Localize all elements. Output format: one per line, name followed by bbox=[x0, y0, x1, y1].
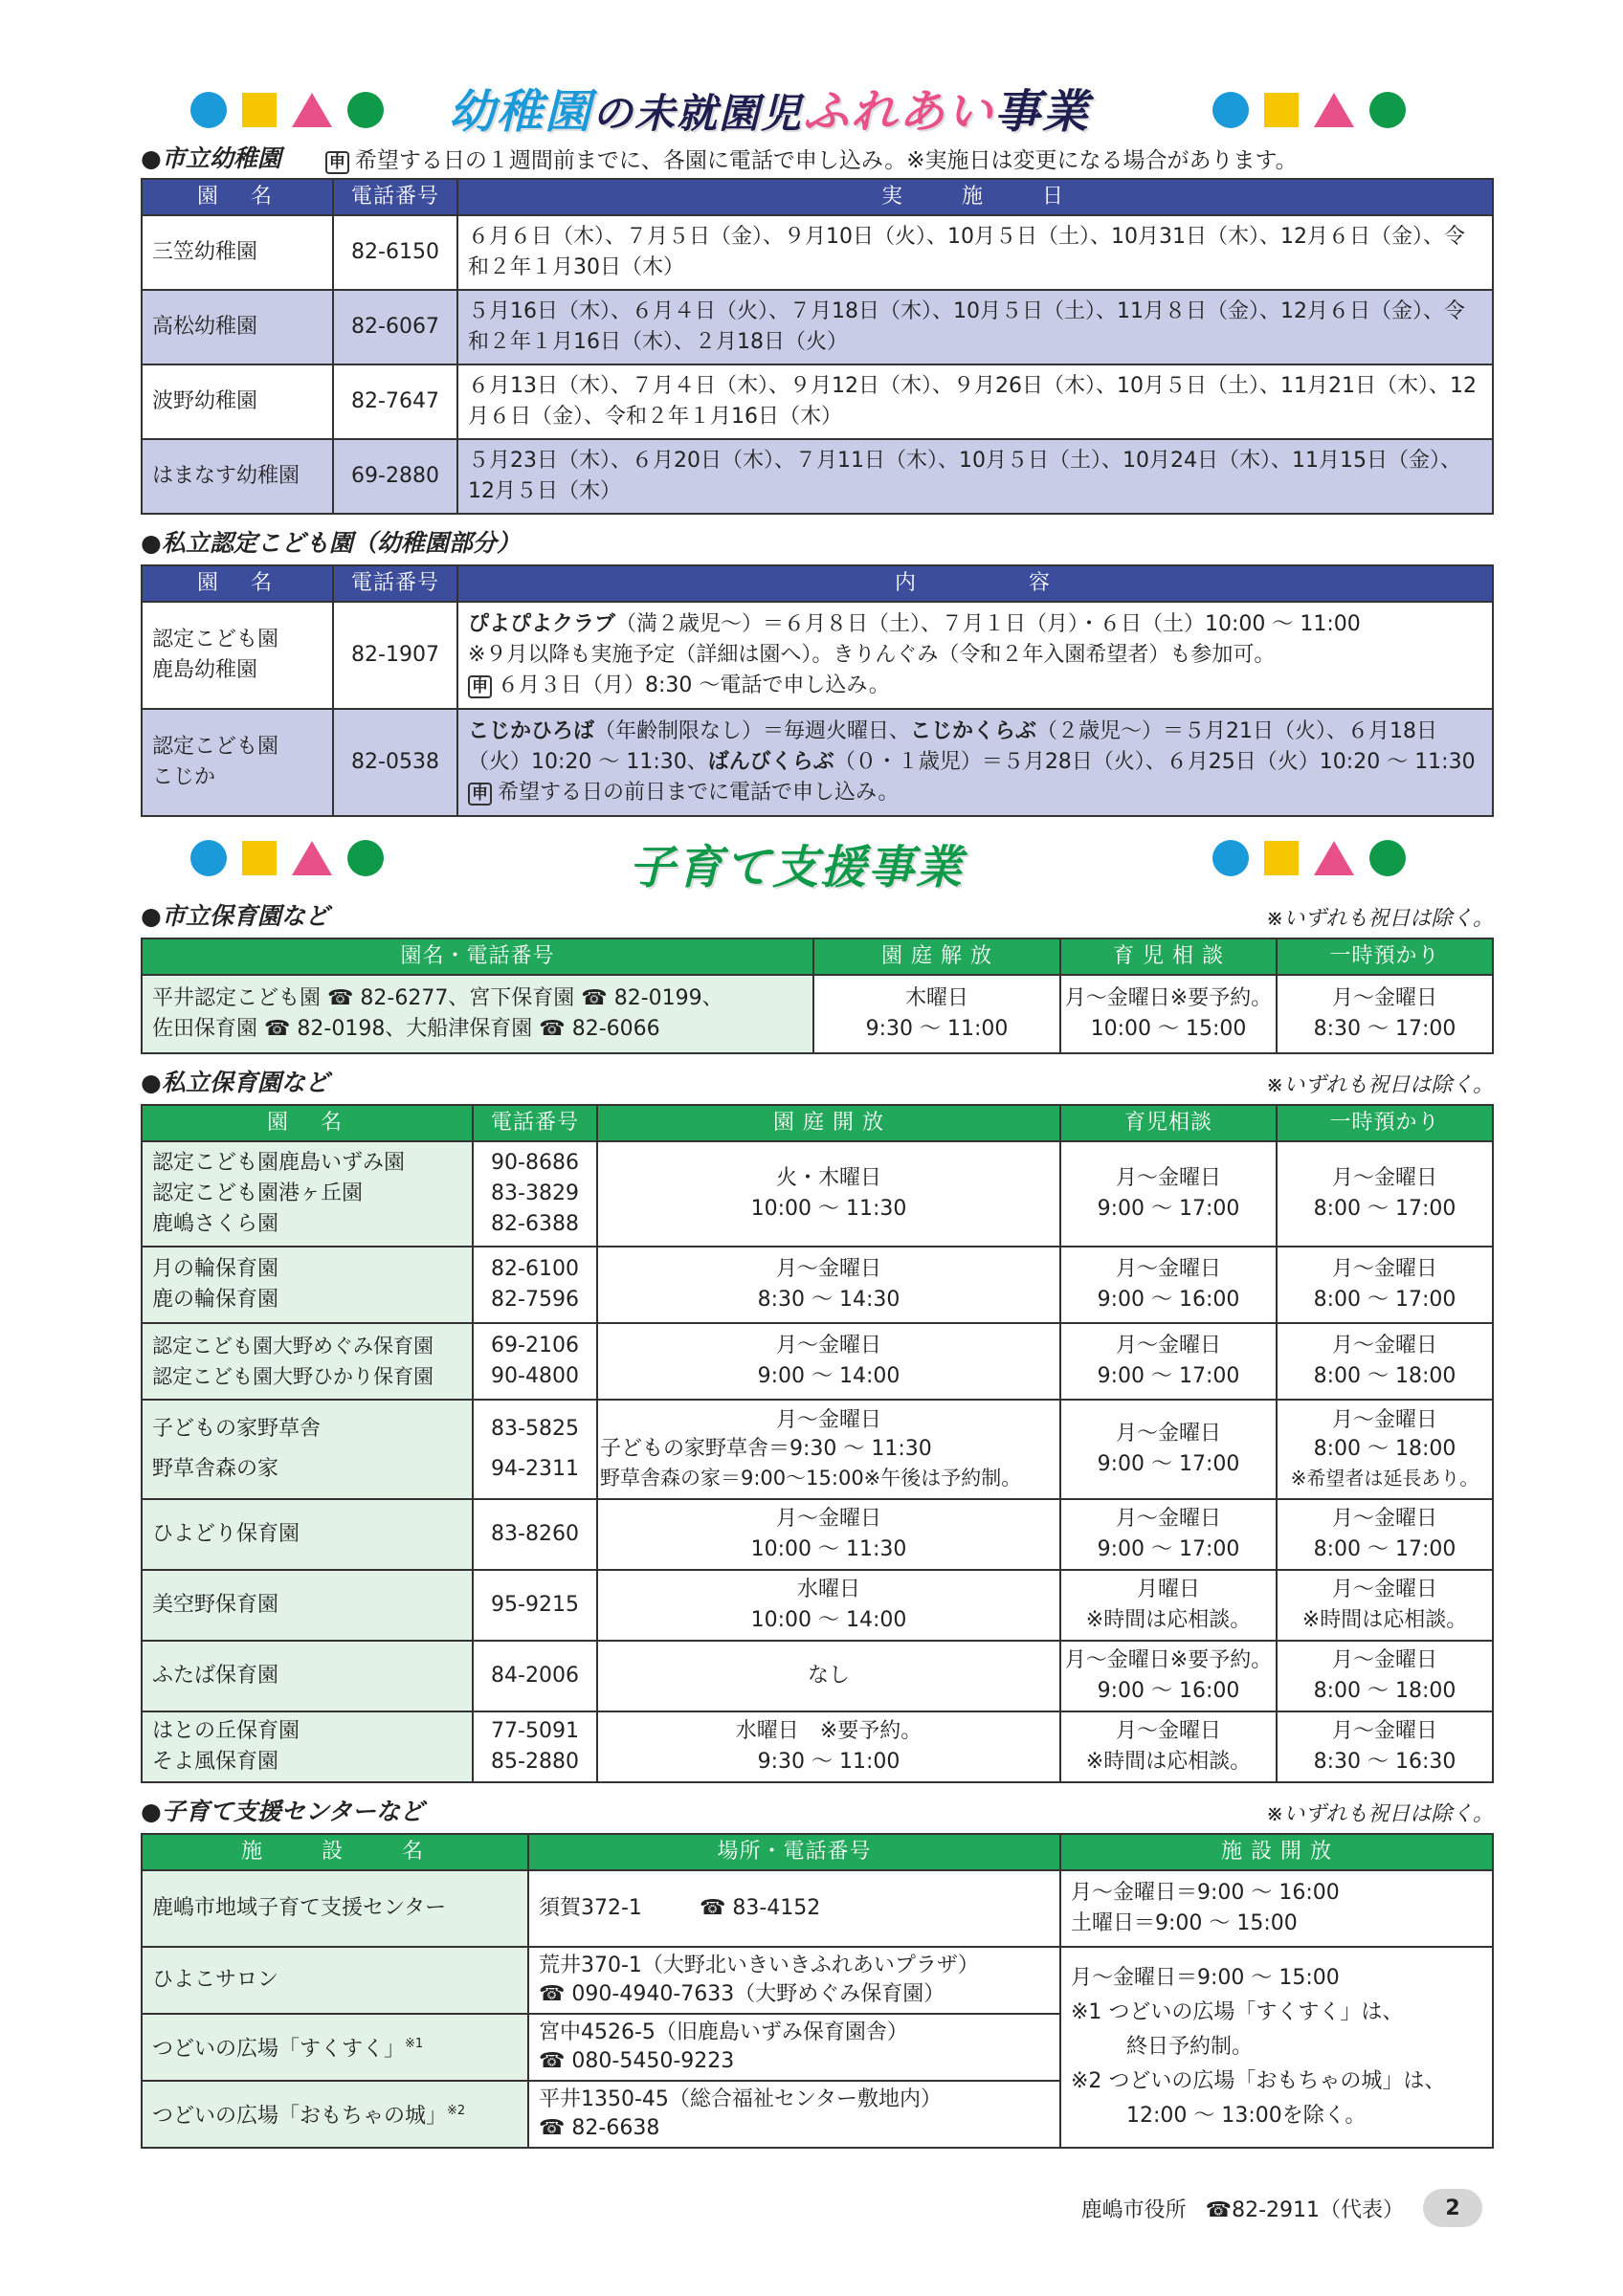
program-note: ※９月以降も実施予定（詳細は園へ）。きりんぐみ（令和２年入園希望者）も参加可。 bbox=[468, 643, 1276, 667]
table-row bbox=[142, 439, 1493, 514]
cell-line: 月曜日 bbox=[1136, 1578, 1200, 1601]
name-line: 月の輪保育園 bbox=[152, 1257, 279, 1281]
facility-place: 荒井370-1（大野北いきいきふれあいプラザ） bbox=[539, 1954, 979, 1977]
facility-name-text: つどいの広場「すくすく」 bbox=[152, 2037, 406, 2062]
temp-cell bbox=[1277, 1323, 1493, 1400]
circle-icon bbox=[1212, 840, 1249, 876]
title-part-kindergarten: 幼稚園 bbox=[449, 85, 593, 139]
cell-line: 月～金曜日＝9:00 ～ 16:00 bbox=[1071, 1881, 1340, 1905]
city-kindergarten-table bbox=[141, 178, 1494, 515]
cell-line: 8:00 ～ 17:00 bbox=[1313, 1197, 1456, 1221]
tel-line: 90-4800 bbox=[491, 1364, 579, 1388]
kindergarten-dates: ５月16日（木）、６月４日（火）、７月18日（木）、10月５日（土）、11月８日（金）、12月６日（金）、令和２年１月16日（木）、２月18日（火） bbox=[457, 290, 1493, 364]
tel-line: 85-2880 bbox=[491, 1750, 579, 1774]
tel-line: 82-6388 bbox=[491, 1212, 579, 1236]
cell-line: ※時間は応相談。 bbox=[1085, 1608, 1252, 1632]
kindergarten-name bbox=[142, 602, 333, 709]
name-line: はとの丘保育園 bbox=[152, 1719, 300, 1743]
garden-cell bbox=[597, 1323, 1060, 1400]
table-header-row bbox=[142, 938, 1493, 975]
cell-line: 月～金曜日 bbox=[1115, 1719, 1221, 1743]
cell-line: 月～金曜日 bbox=[1331, 1257, 1437, 1281]
kindergarten-content bbox=[457, 602, 1493, 709]
private-kindergarten-table bbox=[141, 564, 1494, 817]
temp-cell bbox=[1277, 1711, 1493, 1782]
table-row bbox=[142, 975, 1493, 1053]
header-content: 内 容 bbox=[457, 565, 1493, 602]
cell-line: 水曜日 bbox=[796, 1578, 860, 1601]
temp-cell bbox=[1277, 1570, 1493, 1641]
cell-line: 8:00 ～ 17:00 bbox=[1313, 1537, 1456, 1561]
section-label: ●私立認定こども園（幼稚園部分） bbox=[141, 529, 521, 557]
section-support-center bbox=[141, 1795, 1494, 1827]
circle-icon bbox=[347, 840, 384, 876]
table-row bbox=[142, 1247, 1493, 1323]
nursery-tels bbox=[473, 1141, 597, 1247]
tel-line: 69-2106 bbox=[491, 1334, 579, 1358]
program-name: こじかひろば bbox=[468, 719, 595, 743]
facility-place-tel bbox=[528, 1870, 1060, 1947]
header-place-tel: 場所・電話番号 bbox=[528, 1834, 1060, 1870]
kindergarten-tel: 82-6067 bbox=[333, 290, 457, 364]
note-text: 希望する日の１週間前までに、各園に電話で申し込み。※実施日は変更になる場合があります。 bbox=[354, 148, 1298, 173]
name-line: こじか bbox=[152, 765, 216, 789]
consult-cell bbox=[1060, 1247, 1277, 1323]
cell-line: 月～金曜日 bbox=[775, 1507, 881, 1531]
section-label: ●私立保育園など bbox=[141, 1069, 329, 1096]
table-row bbox=[142, 1400, 1493, 1499]
holiday-note: ※いずれも祝日は除く。 bbox=[1266, 1073, 1494, 1097]
nursery-tels: 95-9215 bbox=[473, 1570, 597, 1641]
cell-line: 月～金曜日 bbox=[775, 1257, 881, 1281]
garden-cell bbox=[597, 1570, 1060, 1641]
header-facility: 施 設 名 bbox=[142, 1834, 528, 1870]
facility-place-tel bbox=[528, 1947, 1060, 2014]
section-label: ●市立幼稚園 bbox=[141, 144, 281, 172]
cell-line: 9:00 ～ 17:00 bbox=[1097, 1452, 1240, 1476]
kindergarten-name: 三笠幼稚園 bbox=[142, 215, 333, 290]
cell-line: 9:00 ～ 17:00 bbox=[1097, 1537, 1240, 1561]
nursery-tels bbox=[473, 1247, 597, 1323]
name-line: そよ風保育園 bbox=[152, 1750, 279, 1774]
tel-line: 82-7596 bbox=[491, 1288, 579, 1312]
header-tel: 電話番号 bbox=[333, 565, 457, 602]
cell-line: 月～金曜日 bbox=[1331, 1408, 1437, 1432]
consult-cell bbox=[1060, 1641, 1277, 1711]
kindergarten-dates: ６月６日（木）、７月５日（金）、９月10日（火）、10月５日（土）、10月31日（木）、12月６日（金）、令和２年１月30日（木） bbox=[457, 215, 1493, 290]
triangle-icon bbox=[1314, 841, 1354, 875]
cell-line: 9:30 ～ 11:00 bbox=[865, 1017, 1009, 1041]
application-icon: 申 bbox=[468, 675, 492, 698]
facility-place-tel bbox=[528, 2014, 1060, 2081]
square-icon bbox=[1264, 93, 1299, 127]
cell-line: 月～金曜日 bbox=[1331, 1578, 1437, 1601]
decor-shapes-right bbox=[1212, 840, 1406, 876]
tel-line: 83-5825 bbox=[491, 1417, 579, 1441]
temp-cell bbox=[1277, 975, 1493, 1053]
kindergarten-name: 波野幼稚園 bbox=[142, 364, 333, 439]
cell-line: 8:30 ～ 16:30 bbox=[1313, 1750, 1456, 1774]
cell-line: 9:30 ～ 11:00 bbox=[757, 1750, 900, 1774]
table-row bbox=[142, 1323, 1493, 1400]
nursery-names: ふたば保育園 bbox=[142, 1641, 473, 1711]
name-line: 鹿の輪保育園 bbox=[152, 1288, 279, 1312]
cell-line: 野草舎森の家＝9:00～15:00※午後は予約制。 bbox=[600, 1467, 1022, 1490]
program-detail: （２歳児～）＝５月21日（火）、６月18日（火）10:20 ～ 11:30、 bbox=[468, 719, 1438, 774]
cell-line: 8:00 ～ 18:00 bbox=[1313, 1679, 1456, 1703]
cell-line: 8:30 ～ 14:30 bbox=[757, 1288, 900, 1312]
cell-line: 子どもの家野草舎＝9:30 ～ 11:30 bbox=[600, 1437, 932, 1461]
kindergarten-tel: 82-1907 bbox=[333, 602, 457, 709]
city-nursery-table bbox=[141, 938, 1494, 1054]
cell-line: 10:00 ～ 11:30 bbox=[750, 1197, 907, 1221]
circle-icon bbox=[1369, 92, 1406, 128]
name-line: 鹿島幼稚園 bbox=[152, 658, 258, 682]
circle-icon bbox=[190, 840, 227, 876]
cell-line: 月～金曜日 bbox=[1331, 1507, 1437, 1531]
cell-line: 終日予約制。 bbox=[1126, 2035, 1254, 2059]
facility-name: 鹿嶋市地域子育て支援センター bbox=[142, 1870, 528, 1947]
facility-place: 宮中4526-5（旧鹿島いずみ保育園舎） bbox=[539, 2020, 908, 2044]
nursery-names bbox=[142, 1141, 473, 1247]
cell-line: 9:00 ～ 17:00 bbox=[1097, 1197, 1240, 1221]
name-line: 認定こども園大野めぐみ保育園 bbox=[152, 1335, 434, 1358]
nursery-tels: 83-8260 bbox=[473, 1499, 597, 1570]
consult-cell bbox=[1060, 1499, 1277, 1570]
application-text: ６月３日（月）8:30 ～電話で申し込み。 bbox=[498, 673, 890, 697]
cell-line: 月～金曜日 bbox=[1331, 1334, 1437, 1358]
kindergarten-name bbox=[142, 709, 333, 816]
cell-line: 火・木曜日 bbox=[775, 1166, 881, 1190]
application-text: 希望する日の前日までに電話で申し込み。 bbox=[498, 781, 900, 805]
table-row bbox=[142, 1570, 1493, 1641]
circle-icon bbox=[1369, 840, 1406, 876]
holiday-note: ※いずれも祝日は除く。 bbox=[1266, 1802, 1494, 1826]
table-header-row bbox=[142, 1834, 1493, 1870]
header-consult: 育児相談 bbox=[1060, 1105, 1277, 1141]
kindergarten-tel: 82-6150 bbox=[333, 215, 457, 290]
table-row bbox=[142, 1711, 1493, 1782]
kindergarten-name: 高松幼稚園 bbox=[142, 290, 333, 364]
nursery-names bbox=[142, 1711, 473, 1782]
cell-line: 9:00 ～ 16:00 bbox=[1097, 1679, 1240, 1703]
temp-cell bbox=[1277, 1400, 1493, 1499]
footer-office: 鹿嶋市役所 bbox=[1080, 2197, 1187, 2222]
nursery-tels: 84-2006 bbox=[473, 1641, 597, 1711]
program-detail: （満２歳児～）＝６月８日（土）、７月１日（月）・６日（土）10:00 ～ 11:00 bbox=[615, 612, 1361, 636]
header-tel: 電話番号 bbox=[473, 1105, 597, 1141]
cell-line: 10:00 ～ 15:00 bbox=[1090, 1017, 1247, 1041]
cell-line: 9:00 ～ 17:00 bbox=[1097, 1364, 1240, 1388]
cell-line: 月～金曜日 bbox=[1115, 1166, 1221, 1190]
header-name-tel: 園名・電話番号 bbox=[142, 938, 813, 975]
tel-line: 94-2311 bbox=[491, 1457, 579, 1481]
cell-line: 8:00 ～ 17:00 bbox=[1313, 1288, 1456, 1312]
kindergarten-dates: ５月23日（木）、６月20日（木）、７月11日（木）、10月５日（土）、10月24日（木）、11月15日（金）、12月５日（木） bbox=[457, 439, 1493, 514]
triangle-icon bbox=[292, 93, 332, 127]
table-row bbox=[142, 709, 1493, 816]
footnote-mark: ※2 bbox=[447, 2104, 466, 2119]
header-name: 園 名 bbox=[142, 565, 333, 602]
cell-line: 9:00 ～ 14:00 bbox=[757, 1364, 900, 1388]
cell-line: 月～金曜日 bbox=[775, 1334, 881, 1358]
page-title bbox=[449, 75, 1090, 141]
nursery-tels bbox=[473, 1711, 597, 1782]
consult-cell bbox=[1060, 1711, 1277, 1782]
kindergarten-tel: 69-2880 bbox=[333, 439, 457, 514]
facility-open-shared bbox=[1060, 1947, 1493, 2148]
facility-name bbox=[142, 2014, 528, 2081]
footer bbox=[1081, 2189, 1482, 2227]
decor-shapes-right bbox=[1212, 92, 1406, 128]
cell-line: 月～金曜日 bbox=[1331, 1166, 1437, 1190]
cell-line: 月～金曜日 bbox=[1115, 1422, 1221, 1446]
facility-tel: ☎ 83-4152 bbox=[699, 1896, 821, 1920]
temp-cell bbox=[1277, 1141, 1493, 1247]
table-row bbox=[142, 290, 1493, 364]
section-private-kindergarten bbox=[141, 526, 1494, 559]
cell-line: ※1 つどいの広場「すくすく」は、 bbox=[1071, 2000, 1404, 2024]
facility-name bbox=[142, 2081, 528, 2148]
cell-line: 9:00 ～ 16:00 bbox=[1097, 1288, 1240, 1312]
cell-line: 月～金曜日 bbox=[1331, 1648, 1437, 1672]
section-title: 子育て支援事業 bbox=[629, 841, 965, 894]
facility-name-text: つどいの広場「おもちゃの城」 bbox=[152, 2104, 448, 2129]
page bbox=[141, 0, 1494, 2149]
square-icon bbox=[1264, 841, 1299, 875]
facility-place: 平井1350-45（総合福祉センター敷地内） bbox=[539, 2087, 943, 2111]
tel-line: 77-5091 bbox=[491, 1719, 579, 1743]
application-icon: 申 bbox=[468, 783, 492, 806]
tel-line: 82-6100 bbox=[491, 1257, 579, 1281]
table-header-row bbox=[142, 1105, 1493, 1141]
header-dates: 実 施 日 bbox=[457, 179, 1493, 215]
temp-cell bbox=[1277, 1499, 1493, 1570]
nursery-names bbox=[142, 975, 813, 1053]
kindergarten-name: はまなす幼稚園 bbox=[142, 439, 333, 514]
facility-place-tel bbox=[528, 2081, 1060, 2148]
holiday-note: ※いずれも祝日は除く。 bbox=[1266, 907, 1494, 931]
section-label: ●市立保育園など bbox=[141, 902, 329, 930]
facility-open bbox=[1060, 1870, 1493, 1947]
garden-cell bbox=[597, 1247, 1060, 1323]
cell-line: 月～金曜日 bbox=[1115, 1257, 1221, 1281]
cell-line: 8:30 ～ 17:00 bbox=[1313, 1017, 1456, 1041]
square-icon bbox=[242, 841, 277, 875]
name-line: 認定こども園鹿島いずみ園 bbox=[152, 1151, 406, 1175]
kindergarten-content bbox=[457, 709, 1493, 816]
private-nursery-table bbox=[141, 1104, 1494, 1783]
cell-line: 月～金曜日 bbox=[1331, 986, 1437, 1010]
triangle-icon bbox=[1314, 93, 1354, 127]
title-part-fureai: ふれあい bbox=[803, 85, 995, 139]
name-line: 佐田保育園 ☎ 82-0198、大船津保育園 ☎ 82-6066 bbox=[152, 1017, 660, 1041]
kindergarten-dates: ６月13日（木）、７月４日（木）、９月12日（木）、９月26日（木）、10月５日（土）、11月21日（木）、12月６日（金）、令和２年１月16日（木） bbox=[457, 364, 1493, 439]
nursery-names: 美空野保育園 bbox=[142, 1570, 473, 1641]
program-detail: （年齢制限なし）＝毎週火曜日、 bbox=[594, 719, 911, 743]
nursery-names bbox=[142, 1247, 473, 1323]
section-city-kindergarten bbox=[141, 142, 1494, 174]
nursery-tels bbox=[473, 1400, 597, 1499]
name-line: 認定こども園港ヶ丘園 bbox=[152, 1181, 364, 1205]
name-line: 認定こども園 bbox=[152, 628, 279, 651]
support-center-table bbox=[141, 1833, 1494, 2149]
facility-place: 須賀372-1 bbox=[539, 1896, 642, 1920]
footnote-mark: ※1 bbox=[405, 2037, 424, 2052]
temp-cell bbox=[1277, 1641, 1493, 1711]
triangle-icon bbox=[292, 841, 332, 875]
facility-tel: ☎ 080-5450-9223 bbox=[539, 2049, 735, 2073]
name-line: 子どもの家野草舎 bbox=[152, 1417, 322, 1441]
heading-banner-2 bbox=[141, 817, 1494, 899]
facility-tel: ☎ 090-4940-7633（大野めぐみ保育園） bbox=[539, 1982, 945, 2006]
facility-tel: ☎ 82-6638 bbox=[539, 2116, 660, 2140]
cell-line: 月～金曜日 bbox=[775, 1408, 881, 1432]
circle-icon bbox=[347, 92, 384, 128]
cell-line: ※時間は応相談。 bbox=[1301, 1608, 1468, 1632]
garden-cell bbox=[813, 975, 1060, 1053]
kindergarten-tel: 82-0538 bbox=[333, 709, 457, 816]
cell-line: 月～金曜日※要予約。 bbox=[1064, 986, 1273, 1010]
footer-tel: ☎82-2911（代表） bbox=[1205, 2197, 1404, 2222]
consult-cell bbox=[1060, 1141, 1277, 1247]
header-name: 園 名 bbox=[142, 1105, 473, 1141]
cell-line: ※希望者は延長あり。 bbox=[1290, 1467, 1479, 1490]
name-line: 認定こども園 bbox=[152, 735, 279, 759]
square-icon bbox=[242, 93, 277, 127]
consult-cell bbox=[1060, 1323, 1277, 1400]
application-note bbox=[325, 143, 1298, 174]
table-row bbox=[142, 1141, 1493, 1247]
consult-cell bbox=[1060, 1400, 1277, 1499]
facility-name: ひよこサロン bbox=[142, 1947, 528, 2014]
program-name: こじかくらぶ bbox=[910, 719, 1037, 743]
header-open: 施 設 開 放 bbox=[1060, 1834, 1493, 1870]
name-line: 鹿嶋さくら園 bbox=[152, 1212, 279, 1236]
table-row bbox=[142, 1499, 1493, 1570]
header-temp: 一時預かり bbox=[1277, 938, 1493, 975]
circle-icon bbox=[190, 92, 227, 128]
program-name: ばんびくらぶ bbox=[707, 750, 834, 774]
heading-banner-1 bbox=[141, 0, 1494, 142]
garden-cell bbox=[597, 1400, 1060, 1499]
table-header-row bbox=[142, 179, 1493, 215]
table-row bbox=[142, 1870, 1493, 1947]
table-row bbox=[142, 1947, 1493, 2014]
temp-cell bbox=[1277, 1247, 1493, 1323]
table-row bbox=[142, 1641, 1493, 1711]
consult-cell bbox=[1060, 1570, 1277, 1641]
nursery-names: ひよどり保育園 bbox=[142, 1499, 473, 1570]
tel-line: 83-3829 bbox=[491, 1181, 579, 1205]
title-part-preschool: の未就園児 bbox=[592, 90, 804, 137]
cell-line: 10:00 ～ 14:00 bbox=[750, 1608, 907, 1632]
cell-line: 8:00 ～ 18:00 bbox=[1313, 1364, 1456, 1388]
garden-cell bbox=[597, 1141, 1060, 1247]
tel-line: 90-8686 bbox=[491, 1151, 579, 1175]
nursery-names bbox=[142, 1400, 473, 1499]
application-icon: 申 bbox=[325, 151, 349, 174]
garden-cell: なし bbox=[597, 1641, 1060, 1711]
table-row bbox=[142, 364, 1493, 439]
header-name: 園 名 bbox=[142, 179, 333, 215]
kindergarten-tel: 82-7647 bbox=[333, 364, 457, 439]
table-row bbox=[142, 215, 1493, 290]
table-header-row bbox=[142, 565, 1493, 602]
circle-icon bbox=[1212, 92, 1249, 128]
name-line: 認定こども園大野ひかり保育園 bbox=[152, 1365, 434, 1388]
section-label: ●子育て支援センターなど bbox=[141, 1798, 424, 1825]
cell-line: 月～金曜日＝9:00 ～ 15:00 bbox=[1071, 1966, 1340, 1990]
nursery-tels bbox=[473, 1323, 597, 1400]
consult-cell bbox=[1060, 975, 1277, 1053]
header-garden: 園 庭 解 放 bbox=[813, 938, 1060, 975]
program-detail: （０・１歳児）＝５月28日（火）、６月25日（火）10:20 ～ 11:30 bbox=[834, 750, 1476, 774]
decor-shapes-left bbox=[190, 840, 384, 876]
cell-line: 8:00 ～ 18:00 bbox=[1313, 1437, 1456, 1461]
cell-line: 月～金曜日※要予約。 bbox=[1064, 1648, 1273, 1672]
cell-line: 土曜日＝9:00 ～ 15:00 bbox=[1071, 1911, 1298, 1935]
program-name: ぴよぴよクラブ bbox=[468, 612, 616, 636]
header-consult: 育 児 相 談 bbox=[1060, 938, 1277, 975]
decor-shapes-left bbox=[190, 92, 384, 128]
cell-line: 木曜日 bbox=[904, 986, 968, 1010]
cell-line: 月～金曜日 bbox=[1115, 1507, 1221, 1531]
section-private-nursery bbox=[141, 1066, 1494, 1098]
header-temp: 一時預かり bbox=[1277, 1105, 1493, 1141]
cell-line: ※2 つどいの広場「おもちゃの城」は、 bbox=[1071, 2069, 1446, 2093]
page-number: 2 bbox=[1423, 2189, 1482, 2227]
header-tel: 電話番号 bbox=[333, 179, 457, 215]
section-city-nursery bbox=[141, 899, 1494, 932]
cell-line: 水曜日 ※要予約。 bbox=[735, 1719, 923, 1743]
name-line: 平井認定こども園 ☎ 82-6277、宮下保育園 ☎ 82-0199、 bbox=[152, 986, 723, 1010]
title-part-jigyo: 事業 bbox=[994, 85, 1091, 139]
cell-line: ※時間は応相談。 bbox=[1085, 1750, 1252, 1774]
table-row bbox=[142, 602, 1493, 709]
cell-line: 月～金曜日 bbox=[1115, 1334, 1221, 1358]
name-line: 野草舎森の家 bbox=[152, 1457, 279, 1481]
cell-line: 10:00 ～ 11:30 bbox=[750, 1537, 907, 1561]
garden-cell bbox=[597, 1711, 1060, 1782]
header-garden: 園 庭 開 放 bbox=[597, 1105, 1060, 1141]
garden-cell bbox=[597, 1499, 1060, 1570]
cell-line: 12:00 ～ 13:00を除く。 bbox=[1126, 2104, 1367, 2128]
cell-line: 月～金曜日 bbox=[1331, 1719, 1437, 1743]
nursery-names bbox=[142, 1323, 473, 1400]
